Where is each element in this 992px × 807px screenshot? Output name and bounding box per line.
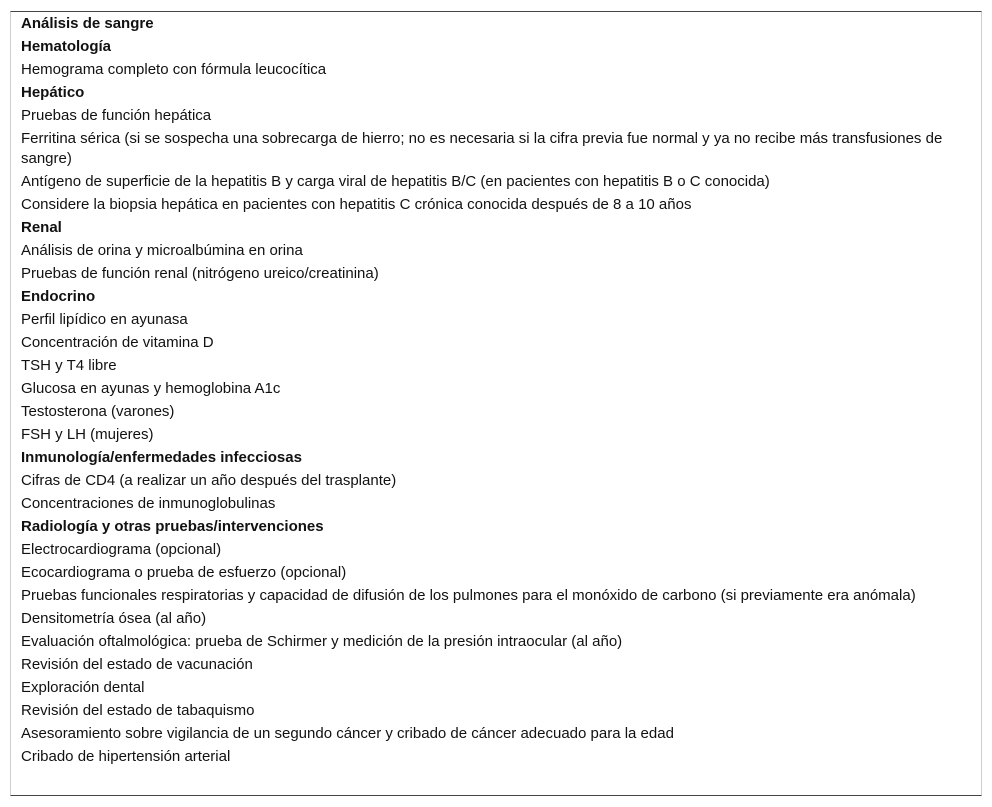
section-heading: Renal — [21, 219, 62, 236]
table-row: Antígeno de superficie de la hepatitis B y carga viral de hepatitis B/C (en pacientes con hepatitis B o C conocida) — [21, 173, 770, 190]
follow-up-tests-table — [10, 11, 982, 796]
section-heading: Análisis de sangre — [21, 15, 154, 32]
section-heading: Hematología — [21, 38, 112, 55]
section-heading: Radiología y otras pruebas/intervenciones — [21, 518, 324, 535]
table-row: Densitometría ósea (al año) — [21, 610, 207, 627]
table-row: Hemograma completo con fórmula leucocítica — [21, 61, 327, 78]
table-row: Pruebas de función hepática — [21, 107, 212, 124]
table-row: Revisión del estado de vacunación — [21, 656, 253, 673]
table-rows — [11, 12, 981, 767]
table-row: Análisis de orina y microalbúmina en orina — [21, 242, 303, 259]
table-row: Perfil lipídico en ayunasa — [21, 311, 188, 328]
table-row: TSH y T4 libre — [21, 357, 117, 374]
section-heading: Hepático — [21, 84, 85, 101]
table-row: Evaluación oftalmológica: prueba de Schirmer y medición de la presión intraocular (al año) — [21, 633, 623, 650]
table-row: Glucosa en ayunas y hemoglobina A1c — [21, 380, 281, 397]
table-row: Cifras de CD4 (a realizar un año después del trasplante) — [21, 472, 397, 489]
table-row: Ecocardiograma o prueba de esfuerzo (opcional) — [21, 564, 347, 581]
table-row: Concentraciones de inmunoglobulinas — [21, 495, 276, 512]
table-row: Pruebas funcionales respiratorias y capacidad de difusión de los pulmones para el monóxido de carbono (si previamente era anómala) — [21, 587, 916, 604]
table-row: Revisión del estado de tabaquismo — [21, 702, 255, 719]
section-heading: Inmunología/enfermedades infecciosas — [21, 449, 302, 466]
table-row: Ferritina sérica (si se sospecha una sobrecarga de hierro; no es necesaria si la cifra previa fue normal y ya no recibe más transfusiones de sangre) — [21, 130, 943, 167]
table-row: Electrocardiograma (opcional) — [21, 541, 222, 558]
table-row: Cribado de hipertensión arterial — [21, 748, 231, 765]
table-row: Exploración dental — [21, 679, 145, 696]
section-heading: Endocrino — [21, 288, 96, 305]
table-row: FSH y LH (mujeres) — [21, 426, 154, 443]
table-row: Pruebas de función renal (nitrógeno ureico/creatinina) — [21, 265, 379, 282]
table-row: Considere la biopsia hepática en pacientes con hepatitis C crónica conocida después de 8 a 10 años — [21, 196, 692, 213]
table-row: Asesoramiento sobre vigilancia de un segundo cáncer y cribado de cáncer adecuado para la edad — [21, 725, 674, 742]
table-row: Concentración de vitamina D — [21, 334, 214, 351]
table-row: Testosterona (varones) — [21, 403, 175, 420]
